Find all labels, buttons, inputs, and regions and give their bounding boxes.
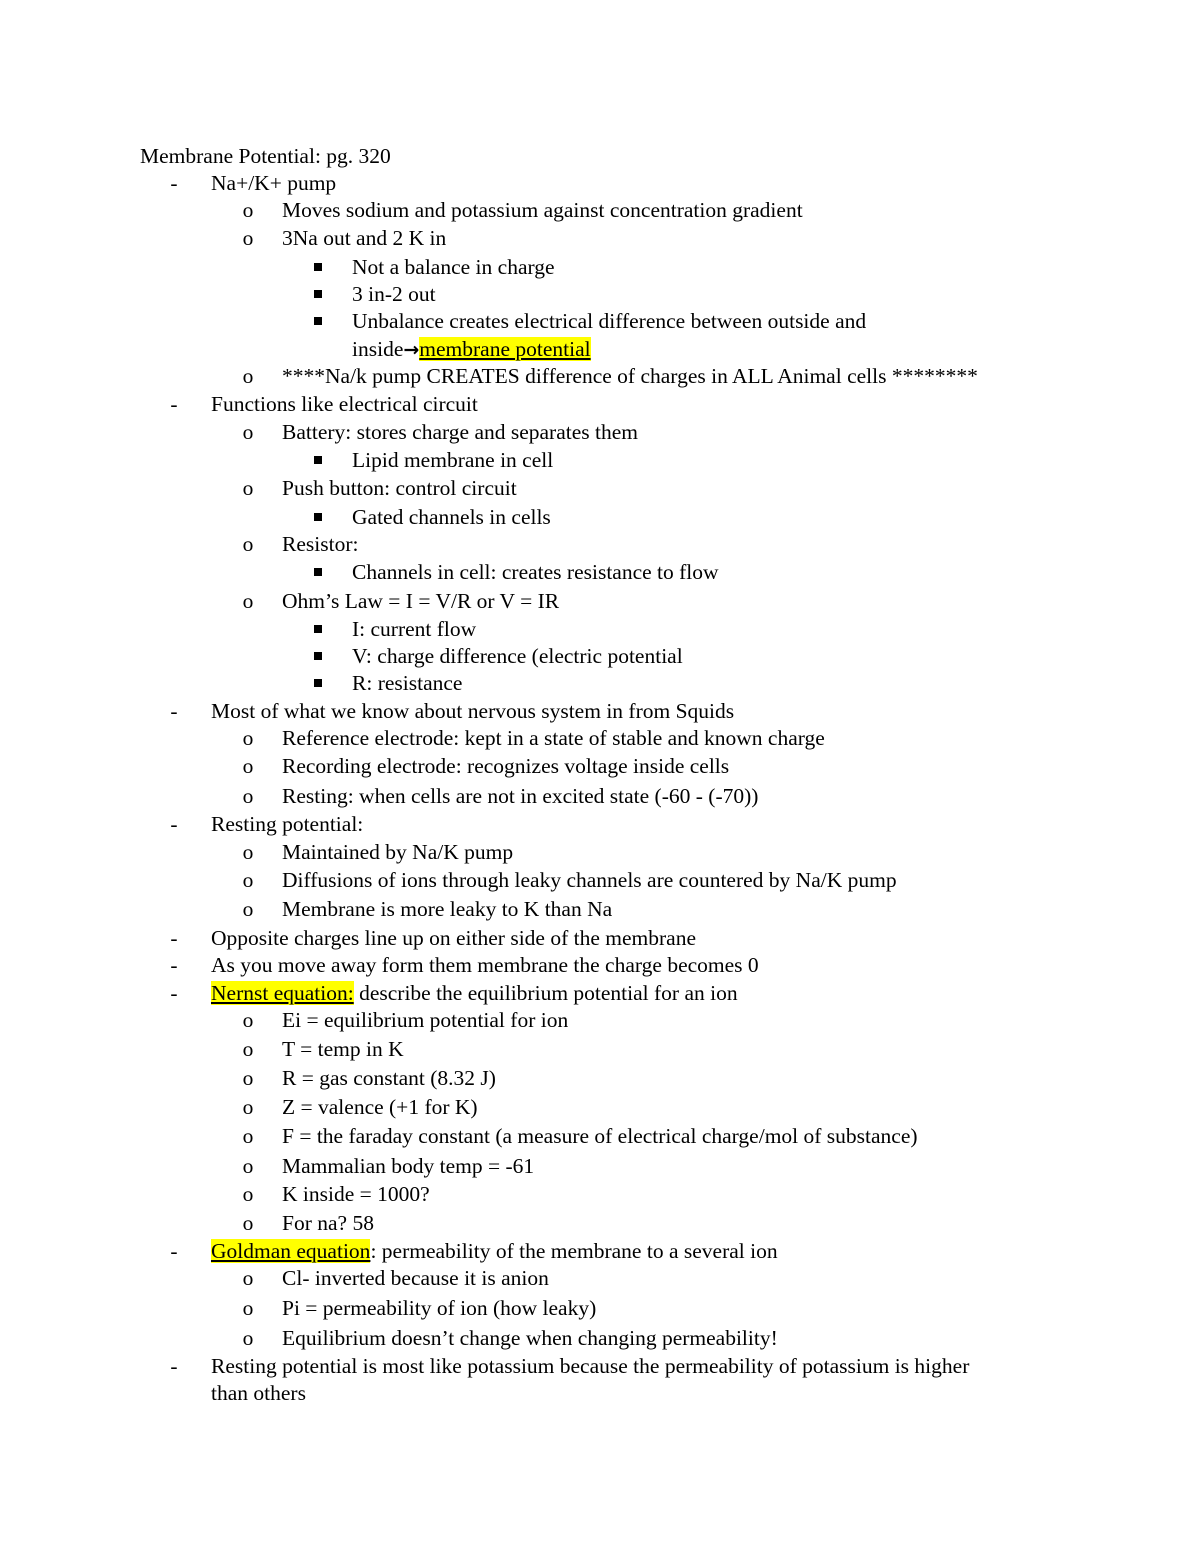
note-line: F = the faraday constant (a measure of electrical charge/mol of substance) xyxy=(282,1124,918,1148)
highlighted-term: membrane potential xyxy=(419,337,591,361)
note-line: For na? 58 xyxy=(282,1211,374,1235)
dash-bullet: - xyxy=(170,699,178,723)
square-bullet-icon xyxy=(308,307,328,335)
note-line: Diffusions of ions through leaky channels are countered by Na/K pump xyxy=(282,868,897,892)
circle-bullet: o xyxy=(242,476,254,500)
note-line: Cl- inverted because it is anion xyxy=(282,1266,549,1290)
circle-bullet: o xyxy=(242,420,254,444)
dash-bullet: - xyxy=(170,392,178,416)
circle-bullet: o xyxy=(242,1182,254,1206)
note-line: Not a balance in charge xyxy=(352,255,555,279)
note-line: Resting potential: xyxy=(211,812,364,836)
circle-bullet: o xyxy=(242,1266,254,1290)
circle-bullet: o xyxy=(242,1296,254,1320)
circle-bullet: o xyxy=(242,532,254,556)
circle-bullet: o xyxy=(242,1037,254,1061)
note-line: R = gas constant (8.32 J) xyxy=(282,1066,496,1090)
note-line: Recording electrode: recognizes voltage inside cells xyxy=(282,754,730,778)
square-bullet-icon xyxy=(308,253,328,281)
note-line: Maintained by Na/K pump xyxy=(282,840,514,864)
circle-bullet: o xyxy=(242,840,254,864)
note-line: Push button: control circuit xyxy=(282,476,517,500)
square-bullet-icon xyxy=(308,280,328,308)
circle-bullet: o xyxy=(242,784,254,808)
note-line: Channels in cell: creates resistance to flow xyxy=(352,560,719,584)
circle-bullet: o xyxy=(242,1008,254,1032)
highlighted-term: Nernst equation: xyxy=(211,981,354,1005)
note-line: Lipid membrane in cell xyxy=(352,448,554,472)
note-line: I: current flow xyxy=(352,617,477,641)
note-line: K inside = 1000? xyxy=(282,1182,430,1206)
note-line: Resting potential is most like potassium because the permeability of potassium is higher xyxy=(211,1354,970,1378)
square-bullet-icon xyxy=(308,615,328,643)
dash-bullet: - xyxy=(170,1239,178,1263)
dash-bullet: - xyxy=(170,926,178,950)
arrow-icon: → xyxy=(403,339,420,361)
circle-bullet: o xyxy=(242,868,254,892)
note-line: V: charge difference (electric potential xyxy=(352,644,683,668)
note-line: 3Na out and 2 K in xyxy=(282,226,447,250)
square-bullet-icon xyxy=(308,503,328,531)
note-line: ****Na/k pump CREATES difference of charges in ALL Animal cells ******** xyxy=(282,364,978,388)
circle-bullet: o xyxy=(242,589,254,613)
note-line: Gated channels in cells xyxy=(352,505,551,529)
note-line: Ei = equilibrium potential for ion xyxy=(282,1008,569,1032)
line-text: inside xyxy=(352,337,404,361)
note-line-continued xyxy=(352,335,591,364)
page-title: Membrane Potential: pg. 320 xyxy=(140,144,391,168)
line-text: describe the equilibrium potential for an ion xyxy=(353,981,738,1005)
note-line: Ohm’s Law = I = V/R or V = IR xyxy=(282,589,560,613)
note-line: Z = valence (+1 for K) xyxy=(282,1095,478,1119)
circle-bullet: o xyxy=(242,226,254,250)
circle-bullet: o xyxy=(242,1095,254,1119)
note-line: Battery: stores charge and separates them xyxy=(282,420,639,444)
note-line: Equilibrium doesn’t change when changing permeability! xyxy=(282,1326,778,1350)
circle-bullet: o xyxy=(242,1211,254,1235)
note-line: T = temp in K xyxy=(282,1037,404,1061)
note-line: Most of what we know about nervous system in from Squids xyxy=(211,699,735,723)
note-line xyxy=(211,979,738,1007)
highlighted-term: Goldman equation xyxy=(211,1239,371,1263)
note-line xyxy=(211,1237,778,1265)
note-line: Resting: when cells are not in excited state (-60 - (-70)) xyxy=(282,784,759,808)
note-line: R: resistance xyxy=(352,671,463,695)
note-line-continued: than others xyxy=(211,1381,306,1405)
dash-bullet: - xyxy=(170,1354,178,1378)
circle-bullet: o xyxy=(242,1326,254,1350)
note-line: As you move away form them membrane the charge becomes 0 xyxy=(211,953,759,977)
square-bullet-icon xyxy=(308,558,328,586)
square-bullet-icon xyxy=(308,446,328,474)
dash-bullet: - xyxy=(170,171,178,195)
circle-bullet: o xyxy=(242,1066,254,1090)
square-bullet-icon xyxy=(308,669,328,697)
note-line: Membrane is more leaky to K than Na xyxy=(282,897,613,921)
circle-bullet: o xyxy=(242,754,254,778)
note-line: Opposite charges line up on either side of the membrane xyxy=(211,926,696,950)
note-line: Moves sodium and potassium against concentration gradient xyxy=(282,198,803,222)
note-line: Functions like electrical circuit xyxy=(211,392,478,416)
circle-bullet: o xyxy=(242,198,254,222)
note-line: Resistor: xyxy=(282,532,359,556)
dash-bullet: - xyxy=(170,953,178,977)
circle-bullet: o xyxy=(242,1124,254,1148)
square-bullet-icon xyxy=(308,642,328,670)
note-line: Reference electrode: kept in a state of stable and known charge xyxy=(282,726,825,750)
note-line: Mammalian body temp = -61 xyxy=(282,1154,535,1178)
note-line: Pi = permeability of ion (how leaky) xyxy=(282,1296,597,1320)
circle-bullet: o xyxy=(242,897,254,921)
line-text: : permeability of the membrane to a several ion xyxy=(370,1239,778,1263)
dash-bullet: - xyxy=(170,812,178,836)
circle-bullet: o xyxy=(242,1154,254,1178)
circle-bullet: o xyxy=(242,364,254,388)
circle-bullet: o xyxy=(242,726,254,750)
dash-bullet: - xyxy=(170,981,178,1005)
note-line: Na+/K+ pump xyxy=(211,171,337,195)
note-line: 3 in-2 out xyxy=(352,282,436,306)
note-line: Unbalance creates electrical difference between outside and xyxy=(352,309,867,333)
